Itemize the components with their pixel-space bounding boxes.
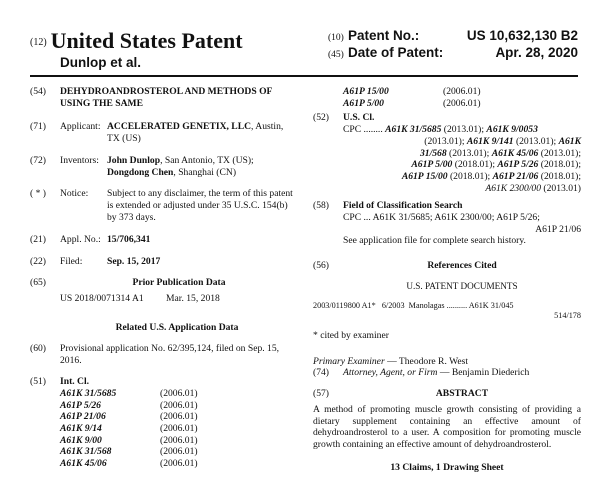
cpc-text: (2013.01); <box>446 147 492 159</box>
inventor-2: Dongdong Chen <box>107 166 174 178</box>
cpc-code: 31/568 <box>420 147 447 159</box>
cpc-code: A61P 15/00 <box>401 170 448 182</box>
appl-no: 15/706,341 <box>107 234 151 246</box>
classification-row <box>60 423 298 435</box>
left-column <box>30 86 298 470</box>
int-cl-title: Int. Cl. <box>60 376 90 388</box>
applicant-name: ACCELERATED GENETIX, LLC <box>107 121 252 133</box>
classification-row <box>343 86 581 98</box>
classification-code: A61K 45/06 <box>60 458 107 470</box>
cpc-code: A61K 31/5685 <box>385 124 442 136</box>
classification-code: A61K 31/5685 <box>60 387 117 399</box>
us-patent-docs: U.S. PATENT DOCUMENTS <box>406 280 518 291</box>
references-title: References Cited <box>427 260 497 272</box>
provisional-text: Provisional application No. 62/395,124, filed on Sep. 15, 2016. <box>60 342 280 366</box>
cpc-code: A61P 21/06 <box>492 170 539 182</box>
cpc-text: (2018.01); <box>538 170 581 182</box>
field-search-title: Field of Classification Search <box>343 200 463 212</box>
kind-code-10: (10) <box>328 33 344 43</box>
classification-code: A61K 31/568 <box>60 446 112 458</box>
notice-text: Subject to any disclaimer, the term of this patent is extended or adjusted under 35 U.S.C. 154(b) by 373 days. <box>107 188 293 223</box>
patent-no-label: Patent No.: <box>348 28 420 43</box>
field-search-cpc: CPC ... A61K 31/5685; A61K 2300/00; A61P 5/26; <box>343 212 540 224</box>
classification-code: A61P 15/00 <box>343 86 389 97</box>
patent-header-right <box>328 28 578 61</box>
classification-code: A61P 5/00 <box>343 97 384 109</box>
classification-version: (2006.01) <box>443 86 481 97</box>
inventors-entry: (72) Inventors: John Dunlop, San Antonio, TX (US); Dongdong Chen, Shanghai (CN) <box>30 154 254 178</box>
prior-pub-date: Mar. 15, 2018 <box>166 293 220 305</box>
applicant-entry: (71) Applicant: ACCELERATED GENETIX, LLC, Austin, TX (US) <box>30 121 284 145</box>
cpc-text: (2013.01) <box>541 182 581 194</box>
reference-row: 2003/0119800 A1* 6/2003 Manolagas .......... A61K 31/045 <box>313 301 514 311</box>
us-cl-title: U.S. Cl. <box>343 112 375 124</box>
cpc-code: A61P 5/26 <box>497 159 539 171</box>
classification-version: (2006.01) <box>160 446 198 458</box>
classification-version: (2006.01) <box>443 97 481 109</box>
classification-version: (2006.01) <box>160 423 198 435</box>
classification-version: (2006.01) <box>160 458 198 470</box>
int-cl-continued <box>313 86 581 109</box>
kind-code-45: (45) <box>328 49 344 60</box>
cpc-code: A61K 2300/00 <box>485 182 542 194</box>
classification-row <box>343 98 581 110</box>
classification-row <box>60 435 298 447</box>
field-search-entry: (58) Field of Classification Search CPC ... A61K 31/5685; A61K 2300/00; A61P 5/26; A61P 21/06 See application file for complete search history. <box>313 200 581 247</box>
examiner-line: Primary Examiner — Theodore R. West <box>313 355 469 367</box>
filed-date: Sep. 15, 2017 <box>107 256 161 268</box>
patent-header-left <box>30 28 243 71</box>
appl-no-entry: (21) Appl. No.: 15/706,341 <box>30 234 298 246</box>
prior-pub-title: Prior Publication Data <box>132 276 226 288</box>
patent-number: US 10,632,130 B2 <box>466 28 578 43</box>
cpc-code: A61K 9/141 <box>466 135 514 147</box>
cited-by-examiner: * cited by examiner <box>313 330 389 342</box>
inventor-1: John Dunlop <box>107 154 161 166</box>
references-entry: (56) References Cited <box>313 260 581 272</box>
classification-row <box>60 446 298 458</box>
document-title: United States Patent <box>50 28 243 53</box>
classification-code: A61K 9/00 <box>60 434 102 446</box>
cpc-block <box>313 124 581 194</box>
classification-row <box>60 411 298 423</box>
classification-code: A61P 21/06 <box>60 411 106 423</box>
claims-summary: 13 Claims, 1 Drawing Sheet <box>390 461 504 473</box>
prior-pub-number: US 2018/0071314 A1 <box>60 293 144 305</box>
cpc-text: (2018.01); <box>452 159 498 171</box>
related-title: Related U.S. Application Data <box>115 322 239 334</box>
cpc-code: A61K 45/06 <box>491 147 539 159</box>
title-entry: (54) DEHYDROANDROSTEROL AND METHODS OF USING THE SAME <box>30 86 298 109</box>
classification-code: A61K 9/14 <box>60 423 102 435</box>
cpc-line <box>343 148 581 160</box>
prior-pub-entry: (65) Prior Publication Data <box>30 277 298 289</box>
cpc-text: (2013.01); <box>441 124 487 136</box>
patent-date: Apr. 28, 2020 <box>495 44 578 60</box>
classification-row <box>60 458 298 470</box>
date-label: Date of Patent: <box>348 44 444 60</box>
classification-row <box>60 400 298 412</box>
right-column: A61P 15/00 (2006.01) A61P 5/00 (2006.01) (52) U.S. Cl. CPC ........ A61K 31/5685 (2013.01); A61K 9/0053 (2013.01); A61K 9/141 (2013.01); A61K 31/568 (2013.01); A61K 45/06 (2013.01); A61P 5/00 (2018.01); A61P 5/26 (2018.01); A61P 15/00 (2018.01); A61P 21/06 (2018.01); A61K 2300/00 (2013.01) (58) Field of Classification Search CPC ... A61K 31/5685; A61K 2300/00; A61P 5/26; A61P 21/06 See application file for complete search history. (56) References Cited U.S. PATENT DOCUMENTS 2003/0119800 A1* 6/2003 Manolagas .......... A61K 31/045 514/178 * cited by examiner Primary Examiner — Theodore R. West (74) Attorney, Agent, or Firm — Benjamin Diederich (57) ABSTRACT A method of promoting muscle growth consisting of providing a dietary supplement containing an effective amount of dehydroandrosterol to a user. A composition for promoting muscle growth containing an effective amount of dehydroandrosterol. 13 Claims, 1 Drawing Sheet <box>313 86 581 473</box>
cpc-line <box>343 171 581 183</box>
cpc-text: (2018.01); <box>447 170 493 182</box>
invention-title: DEHYDROANDROSTEROL AND METHODS OF USING THE SAME <box>60 86 273 109</box>
classification-version: (2006.01) <box>160 387 198 399</box>
classification-version: (2006.01) <box>160 399 198 411</box>
abstract-heading: (57) ABSTRACT <box>313 388 581 400</box>
cpc-code: A61K <box>558 135 581 147</box>
classification-version: (2006.01) <box>160 434 198 446</box>
inventor-short: Dunlop et al. <box>60 54 141 70</box>
cpc-line <box>343 124 581 136</box>
classification-row <box>60 388 298 400</box>
cpc-line <box>343 159 581 171</box>
int-cl-list <box>30 388 298 470</box>
classification-version: (2006.01) <box>160 411 198 423</box>
cpc-line <box>343 136 581 148</box>
filed-entry: (22) Filed: Sep. 15, 2017 <box>30 256 298 268</box>
abstract-title: ABSTRACT <box>435 388 489 400</box>
attorney-entry: (74) Attorney, Agent, or Firm — Benjamin Diederich <box>313 367 530 379</box>
cpc-text: (2013.01); <box>424 135 467 147</box>
us-cl-entry: (52) U.S. Cl. <box>313 112 581 124</box>
cpc-text: CPC ........ <box>343 124 386 136</box>
classification-code: A61P 5/26 <box>60 399 101 411</box>
attorney: — Benjamin Diederich <box>437 367 530 379</box>
cpc-text: (2013.01); <box>538 147 581 159</box>
notice-entry: ( * ) Notice: Subject to any disclaimer, the term of this patent is extended or adjusted under 35 U.S.C. 154(b) by 373 days. <box>30 188 298 223</box>
primary-examiner: — Theodore R. West <box>384 355 469 367</box>
int-cl-entry: (51) Int. Cl. <box>30 376 298 388</box>
provisional-entry: (60) Provisional application No. 62/395,124, filed on Sep. 15, 2016. <box>30 343 298 366</box>
field-search-note: See application file for complete search history. <box>343 235 526 247</box>
kind-code-12: (12) <box>30 37 47 48</box>
cpc-code: A61K 9/0053 <box>486 124 538 136</box>
abstract-text: A method of promoting muscle growth consisting of providing a dietary supplement containing an effective amount of dehydroandrosterol to a user. A composition for promoting muscle growth containing an effective amount of dehydroandrosterol. <box>313 403 581 450</box>
cpc-text: (2018.01); <box>538 159 581 171</box>
header-rule <box>30 75 578 77</box>
cpc-code: A61P 5/00 <box>411 159 453 171</box>
cpc-text: (2013.01); <box>513 135 559 147</box>
cpc-line <box>343 183 581 195</box>
